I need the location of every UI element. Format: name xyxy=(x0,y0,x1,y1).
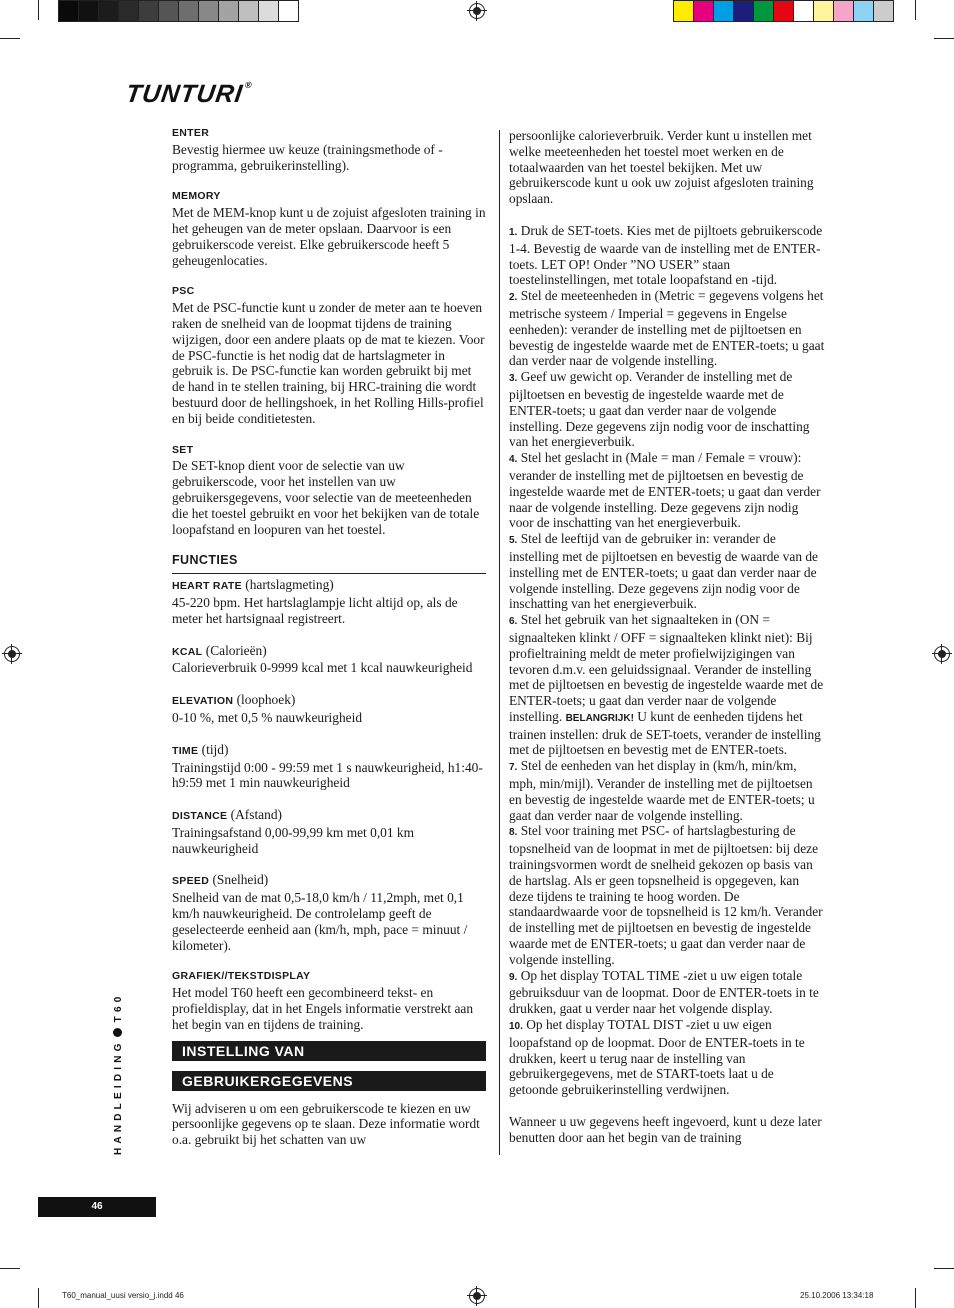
set-heading: SET xyxy=(172,443,194,456)
side-label-model: T60 xyxy=(113,992,124,1023)
distance-heading: DISTANCE xyxy=(172,810,228,823)
color-swatch xyxy=(794,1,814,21)
kcal-sub: (Calorieën) xyxy=(205,642,267,658)
crop-mark xyxy=(0,1268,20,1269)
gray-swatch xyxy=(239,1,259,21)
color-swatch xyxy=(874,1,893,21)
color-swatch xyxy=(774,1,794,21)
distance-sub: (Afstand) xyxy=(230,807,282,823)
memory-heading: MEMORY xyxy=(172,190,221,203)
step-text: Druk de SET-toets. Kies met de pijltoets gebruikerscode 1-4. Bevestig de waarde van de instelling met de ENTER-toets. LET OP! Onder ”NO USER” staan toestelinstellingen, met totale loopafstand en -tijd. xyxy=(509,222,823,288)
step-number: 2. xyxy=(509,292,518,304)
step-text-extra: U kunt de eenheden tijdens het trainen instellen: druk de SET-toets, verander de instelling met de pijltoetsen en bevestig met de ENTER-toets. xyxy=(509,708,821,758)
step-item xyxy=(509,612,825,758)
step-item xyxy=(509,758,825,823)
steps-list xyxy=(509,223,825,1098)
gray-swatch xyxy=(139,1,159,21)
crop-mark xyxy=(915,1288,916,1308)
step-number: 5. xyxy=(509,535,518,547)
crop-mark xyxy=(934,1268,954,1269)
crop-mark xyxy=(38,0,39,20)
step-item xyxy=(509,823,825,967)
crop-mark xyxy=(915,0,916,20)
continued-text: persoonlijke calorieverbruik. Verder kunt u instellen met welke meeteenheden het toestel moet werken en de totaalwaarden van het toestel bekijken. Met uw gebruikerscode kunt u ook uw zojuist afgesloten training opslaan. xyxy=(509,128,814,207)
color-swatch xyxy=(854,1,874,21)
heart-rate-text: 45-220 bpm. Het hartslaglampje licht altijd op, als de meter het hartsignaal registreert. xyxy=(172,594,458,626)
crop-mark xyxy=(0,38,20,39)
tunturi-logo: TUNTURI® xyxy=(124,80,254,108)
set-text: De SET-knop dient voor de selectie van uw gebruikerscode, voor het instellen van uw gebruikersgegevens, voor selectie van de meeteenheden die het toestel gebruikt en voor het bekijken van de totale loopafstand en loopuren van het toestel. xyxy=(172,458,480,537)
registration-mark-icon xyxy=(934,646,950,662)
grafiek-text: Het model T60 heeft een gecombineerd tekst- en profieldisplay, dat in het Engels informatie verstrekt aan het begin van en tijdens de training. xyxy=(172,985,474,1032)
step-item xyxy=(509,531,825,612)
right-column xyxy=(509,128,825,1146)
color-swatch xyxy=(674,1,694,21)
step-text: Op het display TOTAL DIST -ziet u uw eigen loopafstand op de loopmat. Door de ENTER-toets in te drukken, keert u terug naar de instelling van gebruikergegevens, met de START-toets laat u de getoonde gebruikerinstelling verdwijnen. xyxy=(509,1017,805,1098)
important-label: BELANGRIJK! xyxy=(565,712,634,724)
gray-swatch xyxy=(179,1,199,21)
section-band-1: INSTELLING VAN xyxy=(172,1041,486,1061)
step-text: Stel de meeteenheden in (Metric = gegevens volgens het metrische systeem / Imperial = gegevens in Engelse eenheden): verander de instelling met de pijltoetsen en bevestig de ingestelde waarde met de ENTER-toets; u gaat dan verder naar de volgende instelling. xyxy=(509,288,825,369)
section-band-2: GEBRUIKERGEGEVENS xyxy=(172,1071,486,1091)
psc-heading: PSC xyxy=(172,285,195,298)
distance-text: Trainingsafstand 0,00-99,99 km met 0,01 km nauwkeurigheid xyxy=(172,824,415,856)
crop-mark xyxy=(38,1288,39,1308)
gray-swatch xyxy=(259,1,279,21)
step-text: Stel de eenheden van het display in (km/h, min/km, mph, min/mijl). Verander de instelling met de pijltoetsen en bevestig de ingestelde waarde met de ENTER-toets; u gaat dan verder naar de volgende instelling. xyxy=(509,758,815,823)
gray-color-bar xyxy=(58,0,299,22)
step-number: 1. xyxy=(509,226,518,238)
intro-text: Wij adviseren u om een gebruikerscode te kiezen en uw persoonlijke gegevens op te slaan. Deze informatie wordt o.a. gebruikt bij het schatten van uw xyxy=(172,1100,480,1148)
functies-heading: FUNCTIES xyxy=(172,553,486,574)
grafiek-heading: GRAFIEK//TEKSTDISPLAY xyxy=(172,970,311,983)
time-text: Trainingstijd 0:00 - 99:59 met 1 s nauwkeurigheid, h1:40-h9:59 met 1 min nauwkeurigheid xyxy=(172,759,483,791)
color-swatch xyxy=(814,1,834,21)
step-item xyxy=(509,369,825,450)
gray-swatch xyxy=(199,1,219,21)
gray-swatch xyxy=(159,1,179,21)
color-swatch xyxy=(734,1,754,21)
registration-mark-icon xyxy=(4,646,20,662)
bullet-icon xyxy=(113,1028,122,1037)
gray-swatch xyxy=(219,1,239,21)
crop-mark xyxy=(934,38,954,39)
step-item xyxy=(509,968,825,1017)
step-number: 3. xyxy=(509,373,518,385)
psc-text: Met de PSC-functie kunt u zonder de meter aan te hoeven raken de snelheid van de loopmat tijdens de training wijzigen, door een andere plaats op de mat te kiezen. Voor de PSC-functie is het nodig dat de hartslagmeter in gebruik is. De PSC-functie kan worden gebruikt bij met de hand in te stellen training, bij HRC-training die wordt bestuurd door de hellingshoek, in het Rolling Hills-profiel en bij beide conditietesten. xyxy=(172,300,485,426)
column-divider xyxy=(499,130,500,1155)
side-label-manual: HANDLEIDING xyxy=(113,1039,124,1155)
step-number: 9. xyxy=(509,971,518,983)
time-heading: TIME xyxy=(172,744,199,757)
elevation-sub: (loophoek) xyxy=(236,692,296,708)
speed-sub: (Snelheid) xyxy=(212,872,269,888)
left-column xyxy=(172,126,486,1148)
gray-swatch xyxy=(79,1,99,21)
gray-swatch xyxy=(99,1,119,21)
process-color-bar xyxy=(673,0,894,22)
step-text: Stel de leeftijd van de gebruiker in: verander de instelling met de pijltoetsen en bevestig de waarde van de instelling met de ENTER-toets; u gaat dan verder naar de volgende instelling. Deze gegevens zijn nodig voor de inschatting van het energieverbuik. xyxy=(509,531,819,612)
enter-text: Bevestig hiermee uw keuze (trainingsmethode of -programma, gebruikerinstelling). xyxy=(172,141,443,173)
gray-swatch xyxy=(119,1,139,21)
page-number: 46 xyxy=(38,1197,156,1217)
step-text: Stel voor training met PSC- of hartslagbesturing de topsnelheid van de loopmat in met de pijltoetsen: bij deze trainingsvormen wordt de snelheid gekozen op basis van de hartslag. Als er geen topsnelheid is opgegeven, kan deze tijdens te training te hoog worden. De standaardwaarde voor de topsnelheid is 12 km/h. Verander de instelling met de pijltoetsen en bevestig de ingestelde waarde met de ENTER-toets; u gaat dan verder naar de volgende instelling. xyxy=(509,823,823,967)
color-swatch xyxy=(714,1,734,21)
step-number: 4. xyxy=(509,454,518,466)
slug-date: 25.10.2006 13:34:18 xyxy=(800,1291,874,1300)
step-item xyxy=(509,288,825,369)
step-number: 7. xyxy=(509,762,518,774)
color-swatch xyxy=(834,1,854,21)
heart-rate-sub: (hartslagmeting) xyxy=(245,577,334,593)
heart-rate-heading: HEART RATE xyxy=(172,580,242,593)
enter-heading: ENTER xyxy=(172,127,210,139)
registration-mark-icon xyxy=(469,3,485,19)
step-number: 10. xyxy=(509,1021,523,1033)
step-text: Stel het geslacht in (Male = man / Female = vrouw): verander de instelling met de pijltoetsen en bevestig de ingestelde waarde met de ENTER-toets; u gaat dan verder naar de volgende instelling. Deze gegevens zijn nodig voor de inschatting van het energieverbuik. xyxy=(509,450,821,531)
speed-text: Snelheid van de mat 0,5-18,0 km/h / 11,2mph, met 0,1 km/h nauwkeurigheid. De controlelamp geeft de geselecteerde eenheid aan (km/h, mph, pace = minuut / kilometer). xyxy=(172,890,468,953)
kcal-heading: KCAL xyxy=(172,645,203,658)
step-item xyxy=(509,450,825,531)
step-item xyxy=(509,1017,825,1098)
slug-file: T60_manual_uusi versio_j.indd 46 xyxy=(62,1291,184,1300)
memory-text: Met de MEM-knop kunt u de zojuist afgesloten training in het geheugen van de meter opslaan. Daarvoor is een gebruikerscode vereist. Elke gebruikerscode heeft 5 geheugenlocaties. xyxy=(172,205,486,268)
step-text: Geef uw gewicht op. Verander de instelling met de pijltoetsen en bevestig de ingestelde waarde met de ENTER-toets; u gaat dan verder naar de volgende instelling. Deze gegevens zijn nodig voor de inschatting van het energieverbuik. xyxy=(509,369,810,450)
elevation-heading: ELEVATION xyxy=(172,695,234,708)
time-sub: (tijd) xyxy=(201,741,229,757)
step-number: 6. xyxy=(509,616,518,628)
color-swatch xyxy=(694,1,714,21)
outro-text: Wanneer u uw gegevens heeft ingevoerd, kunt u deze later benutten door aan het begin van de training xyxy=(509,1114,822,1145)
gray-swatch xyxy=(59,1,79,21)
color-swatch xyxy=(754,1,774,21)
elevation-text: 0-10 %, met 0,5 % nauwkeurigheid xyxy=(172,709,363,725)
step-text: Op het display TOTAL TIME -ziet u uw eigen totale gebruiksduur van de loopmat. Door de ENTER-toets in te drukken, gaat u verder naar het volgende display. xyxy=(509,967,819,1017)
step-text: Stel het gebruik van het signaalteken in (ON = signaalteken klinkt / OFF = signaalteken klinkt niet): Bij profieltraining meldt de meter profielwijzigingen van tevoren d.m.v. een geluidssignaal. Verander de instelling met de pijltoetsen en bevestig de ingestelde waarde met de ENTER-toets; u gaat dan verder naar de volgende instelling. xyxy=(509,612,824,724)
side-label xyxy=(113,993,124,1156)
gray-swatch xyxy=(279,1,298,21)
speed-heading: SPEED xyxy=(172,875,210,888)
registration-mark-icon xyxy=(469,1288,485,1304)
step-number: 8. xyxy=(509,827,518,839)
kcal-text: Calorieverbruik 0-9999 kcal met 1 kcal nauwkeurigheid xyxy=(172,660,473,676)
step-item xyxy=(509,223,825,288)
